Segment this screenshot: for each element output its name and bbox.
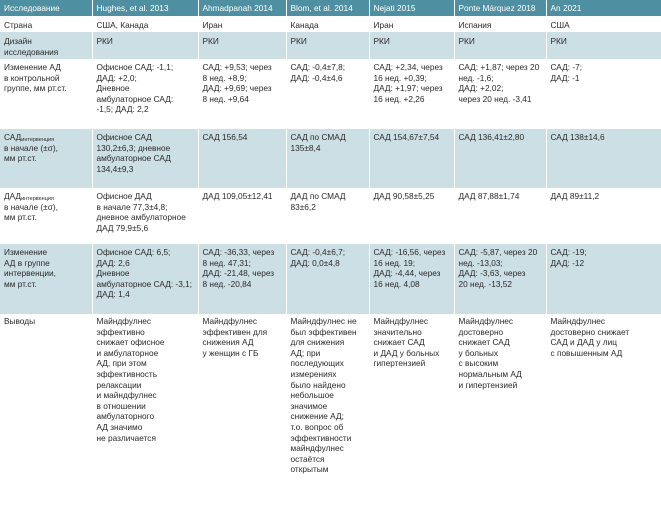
- table-row: [0, 244, 661, 314]
- header-cell: Hughes, et al. 2013: [92, 0, 198, 16]
- row-label: $САД_{интервенция}$ в начале (±σ), мм рт.ст.: [0, 129, 92, 188]
- table-cell: САД: -5,87, через 20 нед. -13,03; ДАД: -3,63, через 20 нед. -13,52: [454, 244, 546, 314]
- row-label: Дизайн исследования: [0, 32, 92, 59]
- table-cell: САД 154,67±7,54: [369, 129, 454, 188]
- table-row: [0, 16, 661, 32]
- table-row: [0, 314, 661, 509]
- table-cell: САД: -36,33, через 8 нед. 47,31; ДАД: -21,48, через 8 нед. -20,84: [198, 244, 286, 314]
- table-cell: Майндфулнес достоверно снижает САД и ДАД у лиц с повышенным АД: [546, 314, 661, 509]
- row-label: Страна: [0, 16, 92, 32]
- table-cell: США, Канада: [92, 16, 198, 32]
- table-cell: САД: -19; ДАД: -12: [546, 244, 661, 314]
- row-label: Изменение АД в контрольной группе, мм рт.ст.: [0, 59, 92, 129]
- table-cell: РКИ: [546, 32, 661, 59]
- row-label: $ДАД_{интервенция}$ в начале (±σ), мм рт.ст.: [0, 188, 92, 244]
- table-cell: Офисное САД: 6,5; ДАД: 2,6 Дневное амбулаторное САД: -3,1; ДАД: 1,4: [92, 244, 198, 314]
- table-cell: ДАД 89±11,2: [546, 188, 661, 244]
- table-cell: Майндфулнес не был эффективен для снижения АД; при последующих измерениях было найдено небольшое значимое снижение АД; т.о. вопрос об эффективности майндфулнес остаётся открытым: [286, 314, 369, 509]
- table-row: [0, 32, 661, 59]
- header-cell: Ponte Márquez 2018: [454, 0, 546, 16]
- table-cell: САД: +2,34, через 16 нед. +0,39; ДАД: +1,97; через 16 нед. +2,26: [369, 59, 454, 129]
- table-cell: САД: -16,56, через 16 нед. 19; ДАД: -4,44, через 16 нед. 4,08: [369, 244, 454, 314]
- table-cell: Испания: [454, 16, 546, 32]
- header-cell: An 2021: [546, 0, 661, 16]
- table-cell: Офисное САД 130,2±6,3; дневное амбулаторное САД 134,4±9,3: [92, 129, 198, 188]
- table-cell: РКИ: [92, 32, 198, 59]
- table-cell: ДАД 87,88±1,74: [454, 188, 546, 244]
- table-cell: РКИ: [198, 32, 286, 59]
- table-cell: ДАД 109,05±12,41: [198, 188, 286, 244]
- table-cell: Майндфулнес эффективно снижает офисное и амбулаторное АД, при этом эффективность релаксации и майндфулнес в отношении амбулаторного АД значимо не различается: [92, 314, 198, 509]
- table-cell: ДАД по СМАД 83±6,2: [286, 188, 369, 244]
- table-cell: Иран: [198, 16, 286, 32]
- table-cell: САД по СМАД 135±8,4: [286, 129, 369, 188]
- table-cell: Майндфулнес значительно снижает САД и ДАД у больных гипертензией: [369, 314, 454, 509]
- table-cell: Майндфулнес достоверно снижает САД у больных с высоким нормальным АД и гипертензией: [454, 314, 546, 509]
- table-row: [0, 188, 661, 244]
- table-cell: САД: +9,53; через 8 нед. +8,9; ДАД: +9,69; через 8 нед. +9,64: [198, 59, 286, 129]
- table-cell: Иран: [369, 16, 454, 32]
- header-cell: Ahmadpanah 2014: [198, 0, 286, 16]
- table-cell: ДАД 90,58±5,25: [369, 188, 454, 244]
- header-row: [0, 0, 661, 16]
- table-cell: РКИ: [454, 32, 546, 59]
- table-cell: РКИ: [369, 32, 454, 59]
- table-cell: САД: -0,4±6,7; ДАД: 0,0±4,8: [286, 244, 369, 314]
- table-row: [0, 129, 661, 188]
- table-cell: САД: -0,4±7,8; ДАД: -0,4±4,6: [286, 59, 369, 129]
- table-cell: Офисное САД: -1,1; ДАД: +2,0; Дневное амбулаторное САД: -1,5; ДАД: 2,2: [92, 59, 198, 129]
- table-cell: САД: -7; ДАД: -1: [546, 59, 661, 129]
- table-cell: САД 156,54: [198, 129, 286, 188]
- table-cell: Майндфулнес эффективен для снижения АД у женщин с ГБ: [198, 314, 286, 509]
- table-cell: США: [546, 16, 661, 32]
- row-label: Изменение АД в группе интервенции, мм рт.ст.: [0, 244, 92, 314]
- table-cell: САД: +1,87; через 20 нед. -1,6; ДАД: +2,02; через 20 нед. -3,41: [454, 59, 546, 129]
- header-cell: Blom, et al. 2014: [286, 0, 369, 16]
- header-cell: Nejati 2015: [369, 0, 454, 16]
- table-row: [0, 59, 661, 129]
- table-cell: Офисное ДАД в начале 77,3±4,8; дневное амбулаторное ДАД 79,9±5,6: [92, 188, 198, 244]
- row-label: Выводы: [0, 314, 92, 509]
- table-cell: Канада: [286, 16, 369, 32]
- table-cell: САД 136,41±2,80: [454, 129, 546, 188]
- table-cell: РКИ: [286, 32, 369, 59]
- table-cell: САД 138±14,6: [546, 129, 661, 188]
- header-cell: Исследование: [0, 0, 92, 16]
